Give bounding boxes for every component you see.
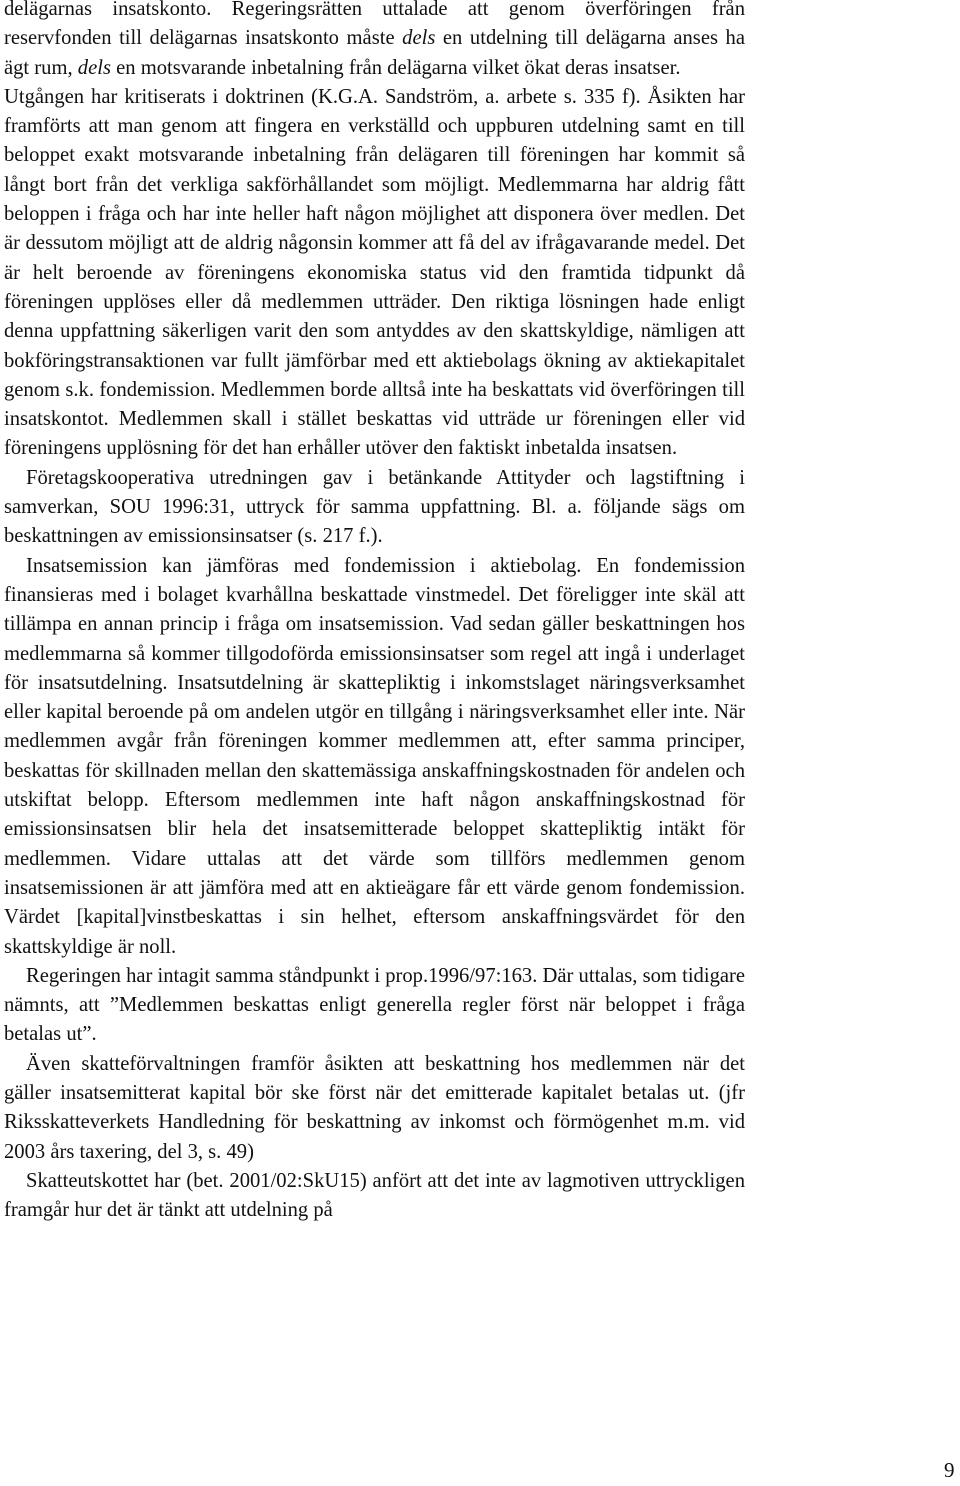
paragraph	[4, 83, 745, 464]
text-segment: Företagskooperativa utredningen gav i betänkande Attityder och lagstiftning i samverkan, SOU 1996:31, uttryck för samma uppfattning. Bl. a. följande sägs om beskattningen av emissionsinsatser (s. 217 f.).	[4, 466, 745, 548]
paragraph	[4, 464, 745, 552]
paragraph	[4, 1167, 745, 1226]
page-number: 9	[944, 1458, 955, 1482]
paragraph	[4, 0, 745, 83]
paragraph	[4, 962, 745, 1050]
paragraph	[4, 1050, 745, 1167]
italic-segment: dels	[402, 27, 436, 50]
text-segment: Utgången har kritiserats i doktrinen (K.G.A. Sandström, a. arbete s. 335 f). Åsikten har framförts att man genom att fingera en verkställd och uppburen utdelning samt en till beloppet exakt motsvarande inbetalning från delägaren till föreningen har kommit så långt bort från det verkliga sakförhållandet som möjligt. Medlemmarna har aldrig fått beloppen i fråga och har inte heller haft någon möjlighet att disponera över medlen. Det är dessutom möjligt att de aldrig någonsin kommer att få del av ifrågavarande medel. Det är helt beroende av föreningens ekonomiska status vid den framtida tidpunkt då föreningen upplöses eller då medlemmen utträder. Den riktiga lösningen hade enligt denna uppfattning säkerligen varit den som antyddes av den skattskyldige, nämligen att bokföringstransaktionen var fullt jämförbar med ett aktiebolags ökning av aktiekapitalet genom s.k. fondemission. Medlemmen borde alltså inte ha beskattats vid överföringen till insatskontot. Medlemmen skall i stället beskattas vid utträde ur föreningen eller vid föreningens upplösning för det han erhåller utöver den faktiskt inbetalda insatsen.	[4, 85, 745, 460]
paragraph	[4, 552, 745, 962]
text-segment: Även skatteförvaltningen framför åsikten att beskattning hos medlemmen när det gäller insatsemitterat kapital bör ske först när det emitterade kapitalet betalas ut. (jfr Riksskatteverkets Handledning för beskattning av inkomst och förmögenhet m.m. vid 2003 års taxering, del 3, s. 49)	[4, 1052, 745, 1163]
text-segment: delägarnas insatskonto. Regeringsrätten uttalade att genom överföringen från reservfonden till delägarnas insatskonto måste	[4, 0, 745, 50]
document-body	[4, 0, 745, 1225]
text-segment: en utdelning till delägarna anses ha ägt rum,	[4, 27, 745, 79]
text-segment: Regeringen har intagit samma ståndpunkt i prop.1996/97:163. Där uttalas, som tidigare nämnts, att ”Medlemmen beskattas enligt generella regler först när beloppet i fråga betalas ut”.	[4, 964, 745, 1046]
text-segment: Skatteutskottet har (bet. 2001/02:SkU15) anfört att det inte av lagmotiven uttryckligen framgår hur det är tänkt att utdelning på	[4, 1169, 745, 1222]
text-segment: Insatsemission kan jämföras med fondemission i aktiebolag. En fondemission finansieras med i bolaget kvarhållna beskattade vinstmedel. Det föreligger inte skäl att tillämpa en annan princip i fråga om insatsemission. Vad sedan gäller beskattningen hos medlemmarna så kommer tillgodoförda emissionsinsatser som regel att ingå i underlaget för insatsutdelning. Insatsutdelning är skattepliktig i inkomstslaget näringsverksamhet eller kapital beroende på om andelen utgör en tillgång i näringsverksamhet eller inte. När medlemmen avgår från föreningen kommer medlemmen att, efter samma principer, beskattas för skillnaden mellan den skattemässiga anskaffningskostnaden för andelen och utskiftat belopp. Eftersom medlemmen inte haft någon anskaffningskostnad för emissionsinsatsen blir hela det insatsemitterade beloppet skattepliktig intäkt för medlemmen. Vidare uttalas att det värde som tillförs medlemmen genom insatsemissionen är att jämföra med att en aktieägare får ett värde genom fondemission. Värdet [kapital]vinstbeskattas i sin helhet, eftersom anskaffningsvärdet för den skattskyldige är noll.	[4, 554, 745, 958]
italic-segment: dels	[77, 56, 111, 79]
text-segment: en motsvarande inbetalning från delägarna vilket ökat deras insatser.	[110, 56, 681, 79]
